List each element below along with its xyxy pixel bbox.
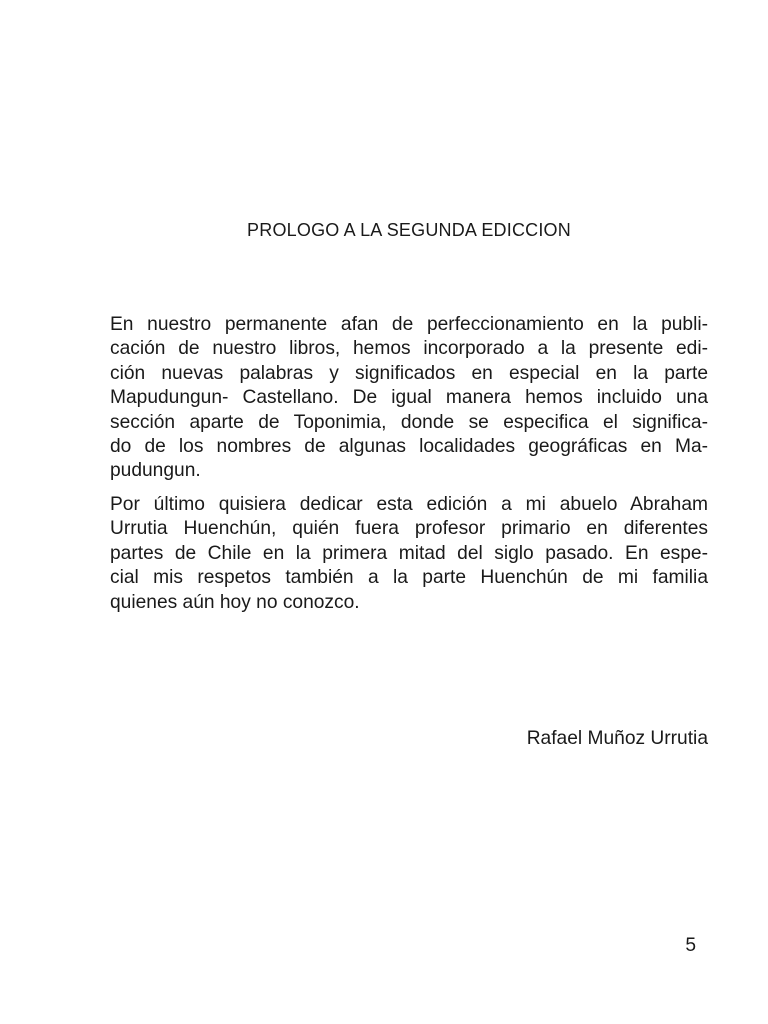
paragraph-line: Por último quisiera dedicar esta edición a mi abuelo Abraham (110, 494, 708, 515)
paragraph-line: Urrutia Huenchún, quién fuera profesor primario en diferentes (110, 518, 708, 540)
author-signature: Rafael Muñoz Urrutia (526, 728, 708, 749)
paragraph-line: En nuestro permanente afan de perfeccionamiento en la publi- (110, 314, 708, 335)
paragraph-line: cación de nuestro libros, hemos incorporado a la presente edi- (110, 338, 708, 360)
paragraph-line: do de los nombres de algunas localidades geográficas en Ma- (110, 435, 708, 457)
page-title: PROLOGO A LA SEGUNDA EDICCION (247, 220, 571, 240)
paragraph-line: quienes aún hoy no conozco. (110, 591, 360, 613)
paragraph-line: Mapudungun- Castellano. De igual manera hemos incluido una (110, 387, 708, 409)
paragraph-line: partes de Chile en la primera mitad del siglo pasado. En espe- (110, 542, 708, 564)
paragraph-1 (110, 313, 708, 484)
page-number: 5 (685, 935, 696, 956)
paragraph-line: pudungun. (110, 460, 201, 482)
paragraph-2 (110, 493, 708, 615)
paragraph-line: sección aparte de Toponimia, donde se especifica el significa- (110, 411, 708, 433)
paragraph-line: ción nuevas palabras y significados en especial en la parte (110, 362, 708, 384)
paragraph-line: cial mis respetos también a la parte Huenchún de mi familia (110, 567, 708, 589)
